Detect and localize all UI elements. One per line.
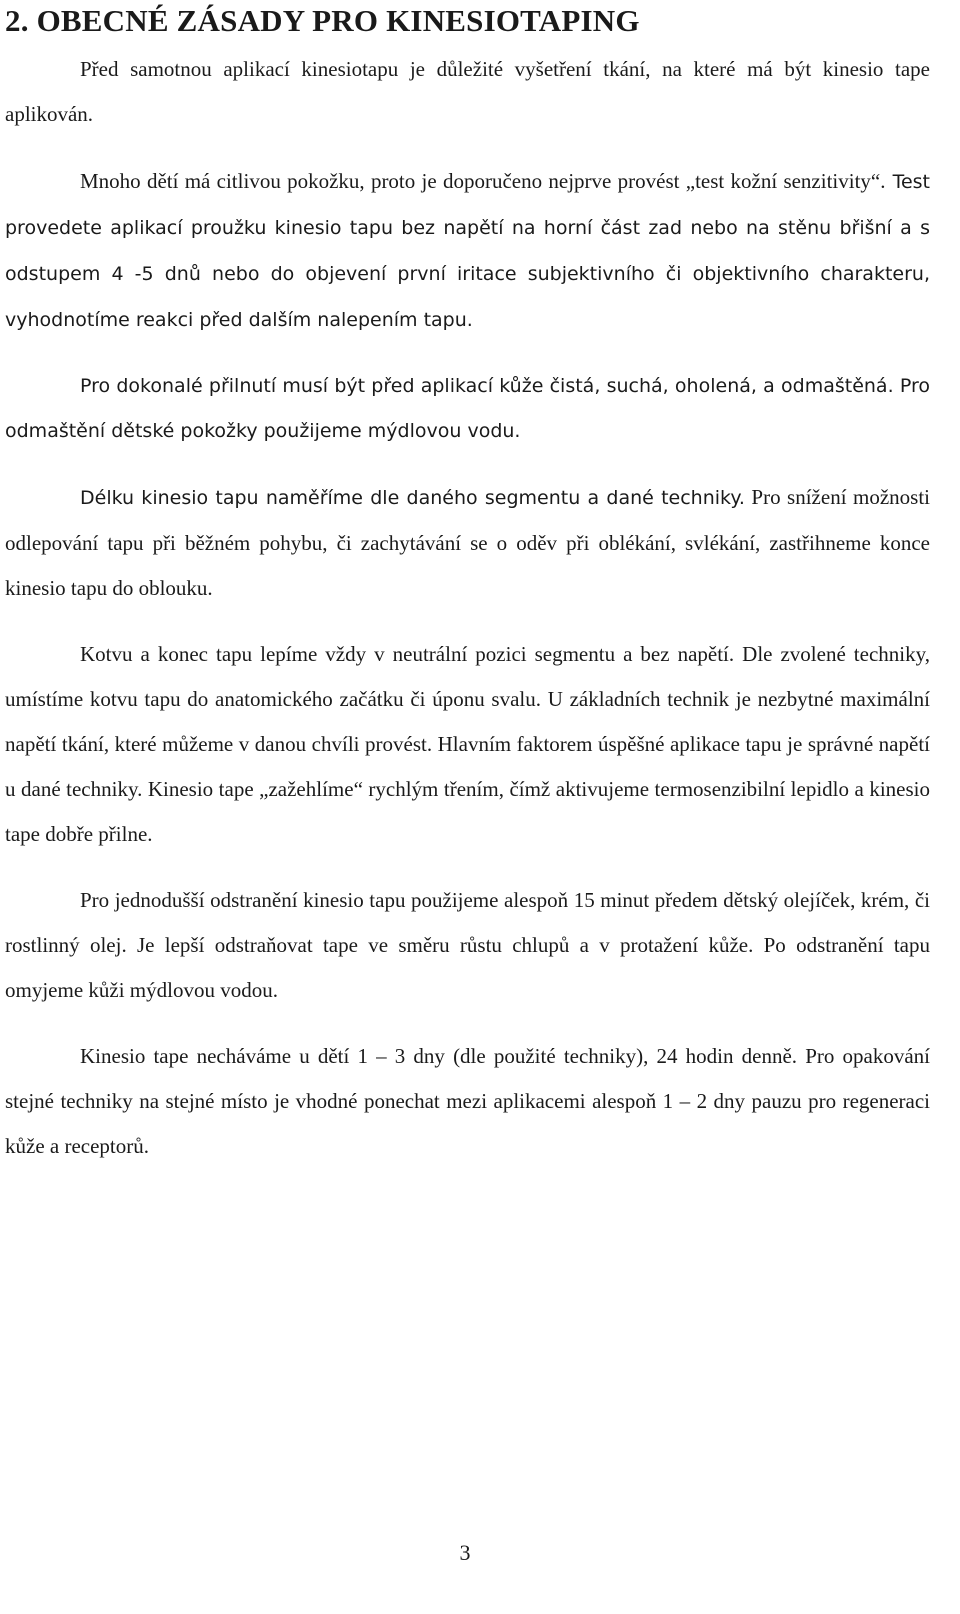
paragraph-anchor-neutral: Kotvu a konec tapu lepíme vždy v neutrální pozici segmentu a bez napětí. <box>80 642 735 666</box>
section-heading: 2. OBECNÉ ZÁSADY PRO KINESIOTAPING <box>5 3 640 38</box>
paragraph-sensitivity-intro: Mnoho dětí má citlivou pokožku, proto je doporučeno nejprve provést „test kožní senzitivity“. <box>80 169 886 193</box>
document-page <box>5 0 930 1169</box>
page-number: 3 <box>459 1540 471 1565</box>
paragraph-anchor-technique: Dle zvolené techniky, umístíme kotvu tapu do anatomického začátku či úponu svalu. U základních technik je nezbytné maximální napětí tkání, které můžeme v danou chvíli provést. Hlavním faktorem úspěšné aplikace tapu je správné napětí u dané techniky. Kinesio tape „zažehlíme“ rychlým třením, čímž aktivujeme termosenzibilní lepidlo a kinesio tape dobře přilne. <box>5 642 930 846</box>
paragraph-wear-duration: Kinesio tape necháváme u dětí 1 – 3 dny (dle použité techniky), 24 hodin denně. Pro opakování stejné techniky na stejné místo je vhodné ponechat mezi aplikacemi alespoň 1 – 2 dny pauzu pro regeneraci kůže a receptorů. <box>5 1044 930 1158</box>
paragraph-skin-sensitivity-test <box>5 159 930 343</box>
paragraph-tape-length-rounding: Pro snížení možnosti odlepování tapu při běžném pohybu, či zachytávání se o oděv při oblékání, svlékání, zastřihneme konce kinesio tapu do oblouku. <box>5 485 930 600</box>
paragraph-sensitivity-procedure: Test provedete aplikací proužku kinesio tapu bez napětí na horní část zad nebo na stěnu břišní a s odstupem 4 -5 dnů nebo do objevení první iritace subjektivního či objektivního charakteru, vyhodnotíme reakci před dalším nalepením tapu. <box>5 171 930 331</box>
paragraph-tape-length <box>5 475 930 611</box>
paragraph-anchor-and-tension <box>5 632 930 857</box>
paragraph-skin-preparation: Pro dokonalé přilnutí musí být před aplikací kůže čistá, suchá, oholená, a odmaštěná. Pro odmaštění dětské pokožky použijeme mýdlovou vodu. <box>5 375 930 442</box>
paragraph-tape-length-measure: Délku kinesio tapu naměříme dle daného segmentu a dané techniky. <box>80 487 745 509</box>
paragraph-tape-removal: Pro jednodušší odstranění kinesio tapu použijeme alespoň 15 minut předem dětský olejíček, krém, či rostlinný olej. Je lepší odstraňovat tape ve směru růstu chlupů a v protažení kůže. Po odstranění tapu omyjeme kůži mýdlovou vodou. <box>5 888 930 1002</box>
paragraph-skin-examination: Před samotnou aplikací kinesiotapu je důležité vyšetření tkání, na které má být kinesio tape aplikován. <box>5 57 930 126</box>
